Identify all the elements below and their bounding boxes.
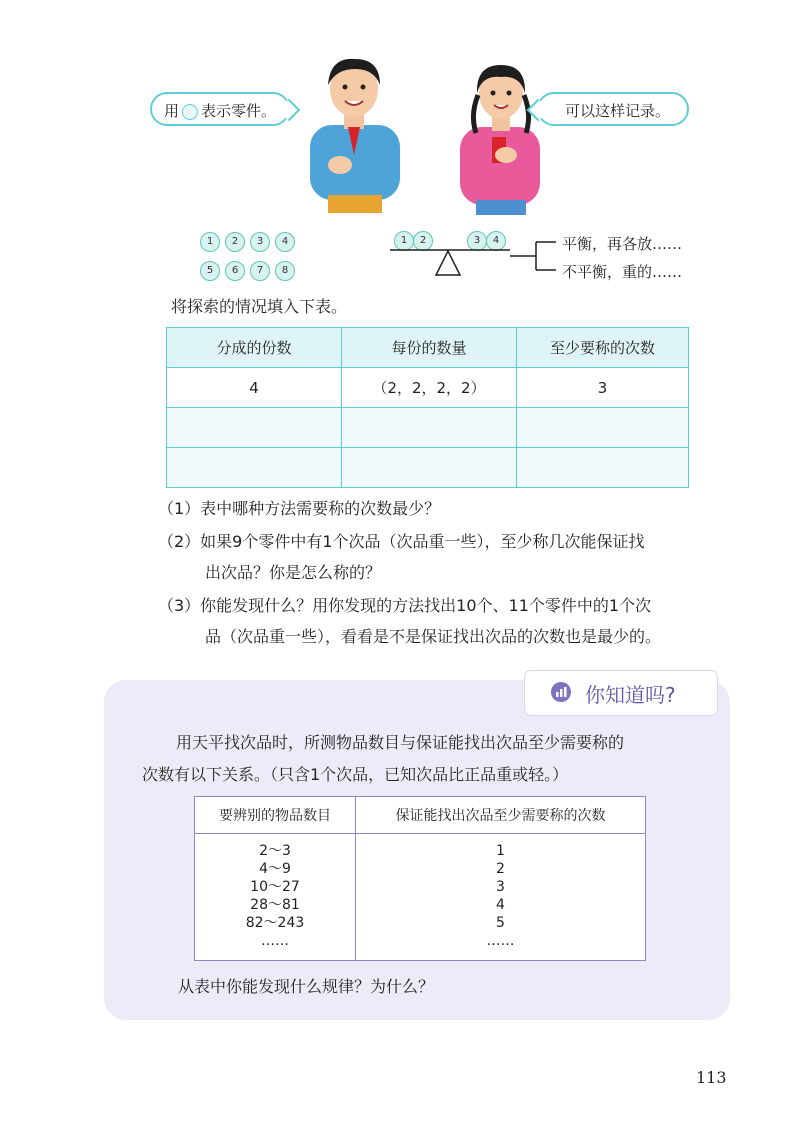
- table-row: [195, 834, 646, 961]
- table-header-row: [195, 797, 646, 834]
- scale-part-circle: 1: [394, 231, 414, 251]
- question-1: （1）表中哪种方法需要称的次数最少？: [158, 499, 441, 518]
- knowledge-table: [194, 796, 646, 961]
- page-number: 113: [696, 1068, 727, 1087]
- bubble-tail: [278, 99, 301, 122]
- chart-bar-icon: [551, 682, 571, 702]
- table-cell-empty[interactable]: [167, 448, 342, 488]
- scale-part-circle: 4: [486, 231, 506, 251]
- list-item: 2～3: [259, 843, 291, 859]
- question-2-line-1: （2）如果9个零件中有1个次品（次品重一些），至少称几次能保证找: [158, 532, 645, 551]
- header-cell: 至少要称的次数: [517, 328, 689, 368]
- did-you-know-tab: [525, 671, 717, 715]
- bubble-left-prefix: 用: [164, 102, 180, 120]
- speech-bubble-left: [150, 92, 290, 126]
- part-circle: 6: [225, 261, 245, 281]
- list-item: 1: [496, 843, 505, 859]
- list-item: 82～243: [245, 915, 305, 931]
- list-item: 3: [496, 879, 505, 895]
- weighings-column: [356, 834, 646, 961]
- did-you-know-title: 你知道吗?: [585, 683, 676, 707]
- table-cell-empty[interactable]: [517, 408, 689, 448]
- knowledge-paragraph-line-1: 用天平找次品时，所测物品数目与保证能找出次品至少需要称的: [176, 733, 625, 752]
- table-row: [167, 408, 689, 448]
- branch-bracket: [510, 234, 560, 278]
- table-cell-empty[interactable]: [342, 448, 517, 488]
- part-circle: 7: [250, 261, 270, 281]
- bubble-left-suffix: 表示零件。: [201, 102, 277, 120]
- scale-part-circle: 2: [413, 231, 433, 251]
- children-illustration: [300, 55, 545, 215]
- part-circle: 2: [225, 232, 245, 252]
- knowledge-paragraph-line-2: 次数有以下关系。（只含1个次品，已知次品比正品重或轻。）: [142, 765, 569, 784]
- girl-figure: [460, 65, 540, 215]
- explore-table: [166, 327, 689, 488]
- boy-figure: [310, 59, 400, 213]
- question-2-line-2: 出次品？你是怎么称的？: [205, 563, 382, 582]
- list-item: 4～9: [259, 861, 291, 877]
- question-3-line-2: 品（次品重一些），看看是不是保证找出次品的次数也是最少的。: [205, 627, 662, 646]
- item-count-column: [195, 834, 356, 961]
- table-cell: 4: [167, 368, 342, 408]
- table-cell-empty[interactable]: [517, 448, 689, 488]
- part-circle: 4: [275, 232, 295, 252]
- scale-part-circle: 3: [467, 231, 487, 251]
- balance-branch-unbalanced: 不平衡，重的……: [562, 263, 683, 281]
- balance-scale-icon: [390, 248, 520, 278]
- question-3-line-1: （3）你能发现什么？用你发现的方法找出10个、11个零件中的1个次: [158, 596, 652, 615]
- list-item: 2: [496, 861, 505, 877]
- list-item: 10～27: [250, 879, 300, 895]
- part-circle: 1: [200, 232, 220, 252]
- part-circle: 5: [200, 261, 220, 281]
- part-circle: 8: [275, 261, 295, 281]
- speech-bubble-right: [537, 92, 689, 126]
- list-item: ……: [486, 933, 515, 949]
- instruction-text: 将探索的情况填入下表。: [171, 297, 348, 316]
- list-item: 4: [496, 897, 505, 913]
- table-header-row: [167, 328, 689, 368]
- part-circle-icon: [182, 104, 198, 120]
- table-cell-empty[interactable]: [342, 408, 517, 448]
- header-cell: 分成的份数: [167, 328, 342, 368]
- header-cell: 每份的数量: [342, 328, 517, 368]
- table-row: [167, 368, 689, 408]
- header-cell: 要辨别的物品数目: [195, 797, 356, 834]
- bubble-right-text: 可以这样记录。: [565, 102, 671, 120]
- list-item: ……: [261, 933, 289, 949]
- list-item: 28～81: [250, 897, 300, 913]
- table-row: [167, 448, 689, 488]
- balance-branch-balanced: 平衡，再各放……: [562, 235, 683, 253]
- table-cell-empty[interactable]: [167, 408, 342, 448]
- table-cell: 3: [517, 368, 689, 408]
- list-item: 5: [496, 915, 505, 931]
- knowledge-question: 从表中你能发现什么规律？为什么？: [178, 977, 435, 996]
- part-circle: 3: [250, 232, 270, 252]
- header-cell: 保证能找出次品至少需要称的次数: [356, 797, 646, 834]
- table-cell: （2，2，2，2）: [342, 368, 517, 408]
